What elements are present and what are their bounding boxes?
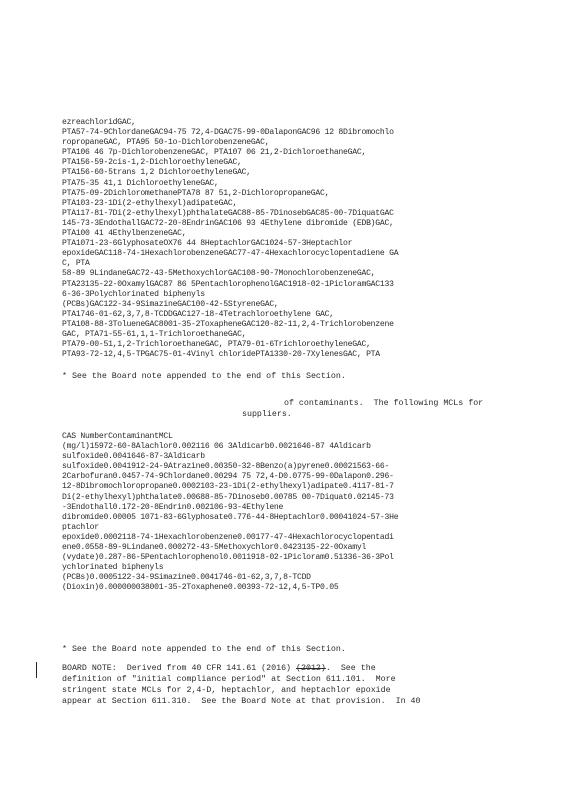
board-note-line-2: definition of "initial compliance period" at Section 611.101. More <box>62 675 396 684</box>
text-line: epoxideGAC118-74-1HexachlorobenzeneGAC77-47-4Hexachlorocyclopentadiene GA <box>62 249 399 259</box>
board-note-line-4: appear at Section 611.310. See the Board Note at that provision. In 40 <box>62 697 421 706</box>
mcl-intro-text-2: suppliers. <box>242 410 292 419</box>
mcl-line: sulfoxide0.0041646-87-3Aldicarb <box>62 452 205 462</box>
mcl-table-text <box>62 432 562 594</box>
mcl-line: (Dioxin)0.000000038001-35-2Toxaphene0.00393-72-12,4,5-TP0.05 <box>62 583 339 593</box>
text-line: PTA108-88-3TolueneGAC8001-35-2ToxapheneGAC120-82-11,2,4-Trichlorobenzene <box>62 319 394 329</box>
text-line: C, PTA <box>62 259 90 269</box>
board-note <box>62 663 562 707</box>
text-line: 145-73-3EndothallGAC72-20-8EndrinGAC106 93 4Ethylene dibromide (EDB)GAC, <box>62 218 394 228</box>
text-line: GAC, PTA71-55-61,1,1-TrichloroethaneGAC, <box>62 329 247 339</box>
text-line: PTA75-09-2DichloromethanePTA78 87 51,2-DichloropropaneGAC, <box>62 188 330 198</box>
mcl-line: 12-8Dibromochloropropane0.0002103-23-1Di(2-ethylhexyl)adipate0.4117-81-7 <box>62 482 394 492</box>
text-line: 58-89 9LindaneGAC72-43-5MethoxychlorGAC108-90-7MonochlorobenzeneGAC, <box>62 269 376 279</box>
mcl-line: -3Endothall0.172-20-8Endrin0.002106-93-4Ethylene <box>62 502 284 512</box>
text-line: 6-36-3Polychlorinated biphenyls <box>62 289 205 299</box>
text-line: (PCBs)GAC122-34-9SimazineGAC100-42-5StyreneGAC, <box>62 299 279 309</box>
text-line: PTA93-72-12,4,5-TPGAC75-01-4Vinyl chloridePTA1330-20-7XylenesGAC, PTA <box>62 350 380 360</box>
text-line: PTA100 41 4EthylbenzeneGAC, <box>62 229 187 239</box>
board-note-reference-1: * See the Board note appended to the end of this Section. <box>62 372 346 381</box>
mcl-line: ene0.0558-89-9Lindane0.000272-43-5Methoxychlor0.0423135-22-0Oxamyl <box>62 543 367 553</box>
mcl-line: (mg/l)15972-60-8Alachlor0.002116 06 3Aldicarb0.0021646-87 4Aldicarb <box>62 442 371 452</box>
contaminant-table-text-1 <box>62 118 562 360</box>
text-line: PTA106 46 7p-DichlorobenzeneGAC, PTA107 06 21,2-DichloroethaneGAC, <box>62 148 367 158</box>
text-line: PTA75-35 41,1 DichloroethyleneGAC, <box>62 178 219 188</box>
board-note-line-1: BOARD NOTE: Derived from 40 CFR 141.61 (2016) <box>62 664 297 673</box>
text-line: ezreachloridGAC, <box>62 118 136 127</box>
mcl-intro-text: of contaminants. The following MCLs for <box>284 399 484 408</box>
text-line: PTA156-60-5trans 1,2 DichloroethyleneGAC, <box>62 168 251 178</box>
mcl-line: sulfoxide0.0041912-24-9Atrazine0.00350-32-8Benzo(a)pyrene0.00021563-66- <box>62 462 390 472</box>
mcl-line: (PCBs)0.0005122-34-9Simazine0.0041746-01-62,3,7,8-TCDD <box>62 573 311 583</box>
text-line: PTA117-81-7Di(2-ethylhexyl)phthalateGAC88-85-7DinosebGAC85-00-7DiquatGAC <box>62 208 394 218</box>
board-note-reference-2: * See the Board note appended to the end of this Section. <box>62 645 346 654</box>
mcl-line: 2Carbofuran0.0457-74-9Chlordane0.00294 75 72,4-D0.0775-99-0Dalapon0.296- <box>62 472 394 482</box>
text-line: PTA23135-22-0OxamylGAC87 86 5PentachlorophenolGAC1918-02-1PicloramGAC133 <box>62 279 394 289</box>
text-line: PTA156-59-2cis-1,2-DichloroethyleneGAC, <box>62 158 242 168</box>
struck-year: (2012) <box>296 664 326 673</box>
mcl-line: Di(2-ethylhexyl)phthalate0.00688-85-7Dinoseb0.00785 00-7Diquat0.02145-73 <box>62 492 394 502</box>
text-line: PTA1071-23-6GlyphosateOX76 44 8HeptachlorGAC1024-57-3Heptachlor <box>62 239 353 249</box>
mcl-line: ptachlor <box>62 522 99 532</box>
text-line: PTA57-74-9ChlordaneGAC94-75 72,4-DGAC75-99-0DalaponGAC96 12 8Dibromochlo <box>62 128 394 138</box>
board-note-line-1-end: . See the <box>325 664 376 673</box>
change-bar <box>36 662 37 678</box>
mcl-line: epoxide0.0002118-74-1Hexachlorobenzene0.00177-47-4Hexachlorocyclopentadi <box>62 532 394 542</box>
mcl-line: dibromide0.00005 1071-83-6Glyphosate0.776-44-8Heptachlor0.00041024-57-3He <box>62 512 399 522</box>
text-line: PTA103-23-1Di(2-ethylhexyl)adipateGAC, <box>62 198 238 208</box>
mcl-line: CAS NumberContaminantMCL <box>62 432 173 441</box>
text-line: PTA79-00-51,1,2-TrichloroethaneGAC, PTA79-01-6TrichloroethyleneGAC, <box>62 340 371 350</box>
text-line: PTA1746-01-62,3,7,8-TCDDGAC127-18-4Tetrachloroethylene GAC, <box>62 309 334 319</box>
mcl-line: (vydate)0.287-86-5Pentachlorophenol0.0011918-02-1Picloram0.51336-36-3Pol <box>62 553 394 563</box>
text-line: ropropaneGAC, PTA95 50-1o-DichlorobenzeneGAC, <box>62 138 270 148</box>
mcl-line: ychlorinated biphenyls <box>62 563 164 573</box>
board-note-line-3: stringent state MCLs for 2,4-D, heptachlor, and heptachlor epoxide <box>62 686 391 695</box>
